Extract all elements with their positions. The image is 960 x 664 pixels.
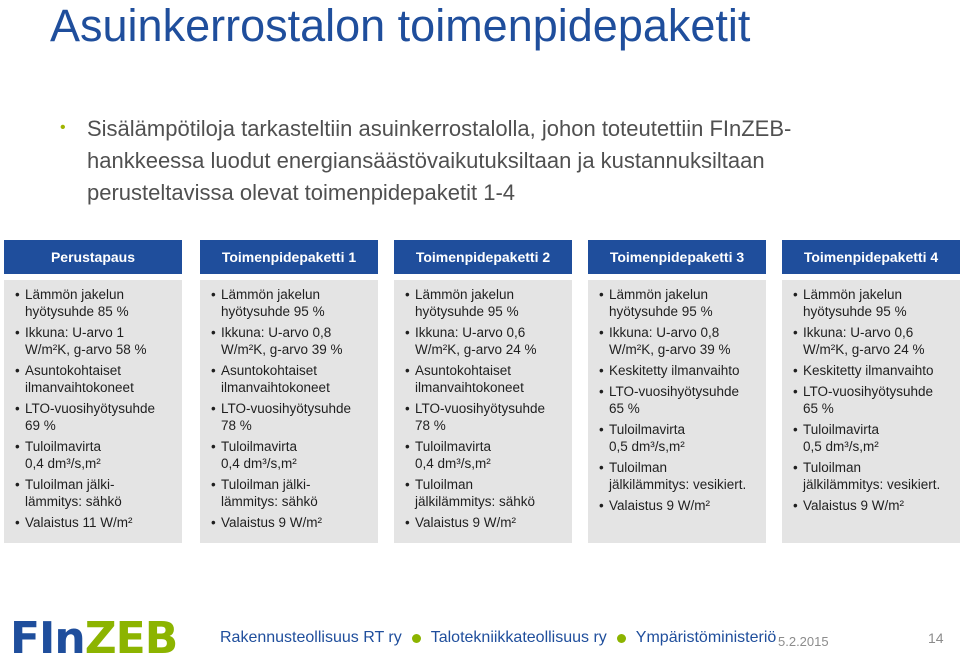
- intro-text: Sisälämpötiloja tarkasteltiin asuinkerrostalolla, johon toteutettiin FInZEB- hankkeessa luodut energiansäästövaikutuksiltaan ja kustannuksiltaan perusteltavissa olevat toimenpidepaketit 1-4: [87, 116, 792, 205]
- column-header: Perustapaus: [4, 240, 182, 274]
- footer-org: Rakennusteollisuus RT ry: [220, 629, 402, 646]
- column-body: [782, 280, 960, 543]
- page-number: 14: [928, 630, 944, 646]
- list-item: • Lämmön jakelun hyötysuhde 85 %: [17, 286, 176, 320]
- list-item: • Asuntokohtaiset ilmanvaihtokoneet: [407, 362, 566, 396]
- column-package-3: [588, 240, 766, 543]
- list-item: • LTO-vuosihyötysuhde 69 %: [17, 400, 176, 434]
- finzeb-logo: [10, 613, 178, 664]
- list-item: • Asuntokohtaiset ilmanvaihtokoneet: [17, 362, 176, 396]
- list-item: • Ikkuna: U-arvo 0,8 W/m²K, g-arvo 39 %: [213, 324, 372, 358]
- list-item: • Tuloilman jälkilämmitys: sähkö: [407, 476, 566, 510]
- intro-bullet-item: [60, 113, 920, 209]
- footer-organizations: [220, 629, 776, 647]
- footer-org: Ympäristöministeriö: [635, 629, 777, 646]
- list-item: • LTO-vuosihyötysuhde 78 %: [213, 400, 372, 434]
- list-item: • Ikkuna: U-arvo 0,8 W/m²K, g-arvo 39 %: [601, 324, 760, 358]
- list-item: • Keskitetty ilmanvaihto: [601, 362, 760, 379]
- list-item: • Lämmön jakelun hyötysuhde 95 %: [601, 286, 760, 320]
- list-item: • Tuloilman jälkilämmitys: vesikiert.: [795, 459, 954, 493]
- package-columns: [0, 240, 960, 543]
- column-header: Toimenpidepaketti 4: [782, 240, 960, 274]
- list-item: • Asuntokohtaiset ilmanvaihtokoneet: [213, 362, 372, 396]
- column-package-1: [200, 240, 378, 543]
- list-item: • Ikkuna: U-arvo 0,6 W/m²K, g-arvo 24 %: [795, 324, 954, 358]
- list-item: • Valaistus 9 W/m²: [601, 497, 760, 514]
- list-item: • Tuloilmavirta 0,5 dm³/s,m²: [601, 421, 760, 455]
- list-item: • LTO-vuosihyötysuhde 65 %: [601, 383, 760, 417]
- list-item: • Tuloilmavirta 0,4 dm³/s,m²: [213, 438, 372, 472]
- column-body: [4, 280, 182, 543]
- list-item: • Tuloilman jälkilämmitys: vesikiert.: [601, 459, 760, 493]
- list-item: • Valaistus 11 W/m²: [17, 514, 176, 531]
- list-item: • Tuloilman jälki- lämmitys: sähkö: [17, 476, 176, 510]
- list-item: • Tuloilmavirta 0,4 dm³/s,m²: [407, 438, 566, 472]
- list-item: • LTO-vuosihyötysuhde 78 %: [407, 400, 566, 434]
- column-body: [588, 280, 766, 543]
- list-item: • Tuloilmavirta 0,5 dm³/s,m²: [795, 421, 954, 455]
- logo-text-fin: FIn: [10, 613, 85, 664]
- list-item: • LTO-vuosihyötysuhde 65 %: [795, 383, 954, 417]
- column-header: Toimenpidepaketti 1: [200, 240, 378, 274]
- column-body: [394, 280, 572, 543]
- column-package-4: [782, 240, 960, 543]
- list-item: • Lämmön jakelun hyötysuhde 95 %: [213, 286, 372, 320]
- column-body: [200, 280, 378, 543]
- column-header: Toimenpidepaketti 3: [588, 240, 766, 274]
- column-package-2: [394, 240, 572, 543]
- list-item: • Keskitetty ilmanvaihto: [795, 362, 954, 379]
- footer-date: 5.2.2015: [778, 634, 829, 649]
- list-item: • Ikkuna: U-arvo 1 W/m²K, g-arvo 58 %: [17, 324, 176, 358]
- column-base-case: [4, 240, 182, 543]
- footer-org: Talotekniikkateollisuus ry: [430, 629, 607, 646]
- list-item: • Valaistus 9 W/m²: [407, 514, 566, 531]
- dot-separator-icon: [412, 634, 421, 643]
- logo-text-zeb: ZEB: [84, 613, 178, 664]
- column-header: Toimenpidepaketti 2: [394, 240, 572, 274]
- list-item: • Tuloilmavirta 0,4 dm³/s,m²: [17, 438, 176, 472]
- list-item: • Lämmön jakelun hyötysuhde 95 %: [795, 286, 954, 320]
- slide-title: Asuinkerrostalon toimenpidepaketit: [50, 0, 751, 51]
- dot-separator-icon: [617, 634, 626, 643]
- list-item: • Ikkuna: U-arvo 0,6 W/m²K, g-arvo 24 %: [407, 324, 566, 358]
- bullet-icon: •: [60, 119, 66, 136]
- list-item: • Valaistus 9 W/m²: [795, 497, 954, 514]
- list-item: • Valaistus 9 W/m²: [213, 514, 372, 531]
- list-item: • Lämmön jakelun hyötysuhde 95 %: [407, 286, 566, 320]
- list-item: • Tuloilman jälki- lämmitys: sähkö: [213, 476, 372, 510]
